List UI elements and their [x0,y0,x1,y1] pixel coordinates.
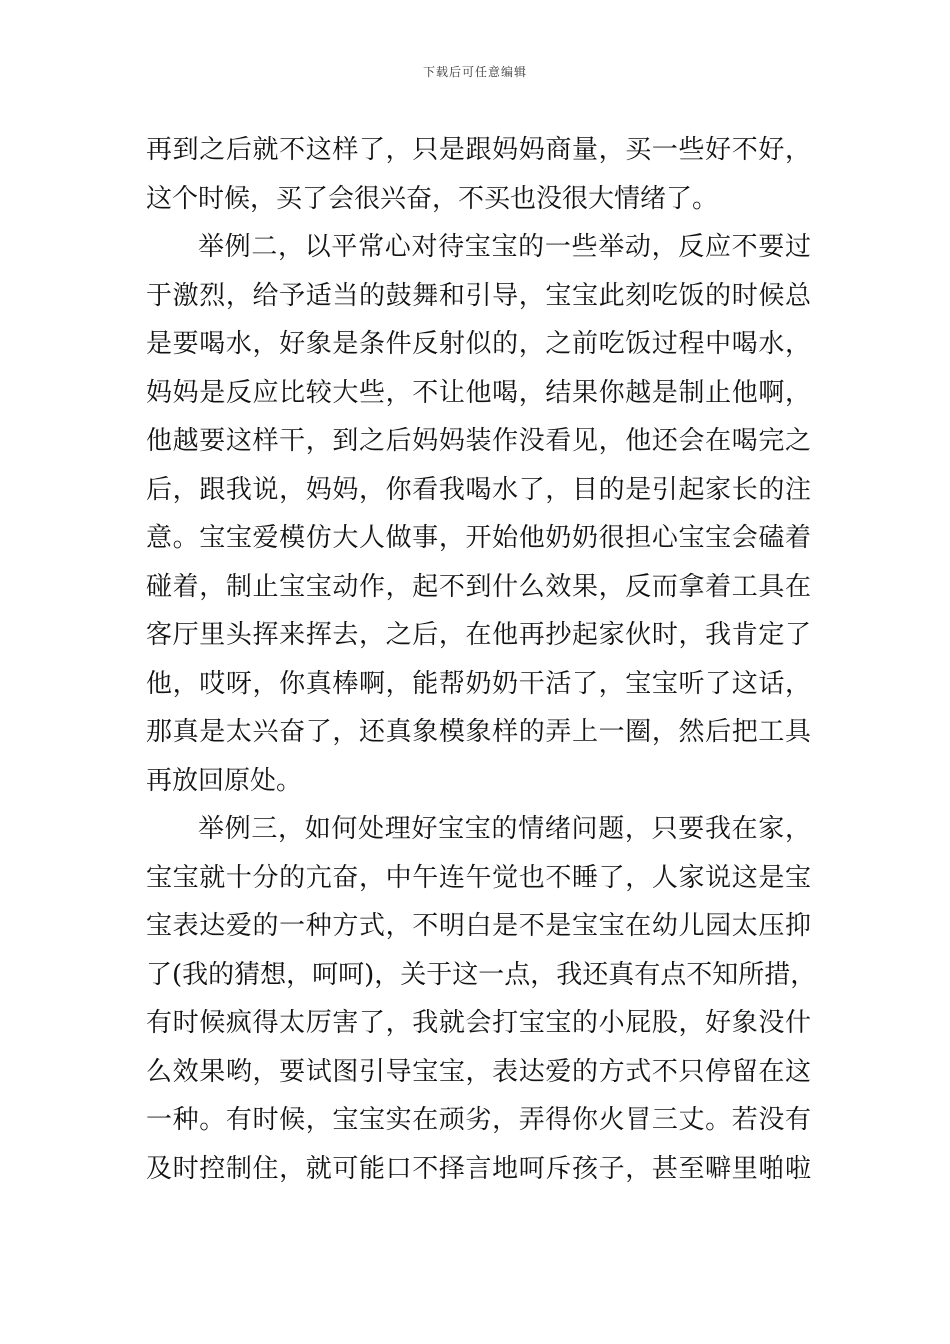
paragraph-start-line: 举例二，以平常心对待宝宝的一些举动，反应不要过 [198,232,811,262]
text-line: 宝宝就十分的亢奋，中午连午觉也不睡了，人家说这是宝 [146,862,811,893]
text-line: 再到之后就不这样了，只是跟妈妈商量，买一些好不好， [146,135,811,165]
text-line: 那真是太兴奋了，还真象模象样的弄上一圈，然后把工具 [146,717,811,747]
text-line: 有时候疯得太厉害了，我就会打宝宝的小屁股，好象没什 [146,1008,811,1038]
text-line: 宝表达爱的一种方式，不明白是不是宝宝在幼儿园太压抑 [146,911,811,941]
text-line: 这个时候，买了会很兴奋，不买也没很大情绪了。 [146,183,719,214]
text-line: 他越要这样干，到之后妈妈装作没看见，他还会在喝完之 [146,426,811,456]
text-line: 客厅里头挥来挥去，之后，在他再抄起家伙时，我肯定了 [146,620,811,650]
text-line: 了(我的猜想，呵呵)，关于这一点，我还真有点不知所措， [146,959,817,990]
document-body [146,126,817,1193]
text-line: 意。宝宝爱模仿大人做事，开始他奶奶很担心宝宝会磕着 [146,523,811,553]
text-line: 及时控制住，就可能口不择言地呵斥孩子，甚至噼里啪啦 [146,1153,811,1184]
text-line: 于激烈，给予适当的鼓舞和引导，宝宝此刻吃饭的时候总 [146,280,811,311]
text-line: 后，跟我说，妈妈，你看我喝水了，目的是引起家长的注 [146,474,811,505]
text-line: 碰着，制止宝宝动作，起不到什么效果，反而拿着工具在 [146,571,811,602]
text-line: 再放回原处。 [146,765,303,796]
text-line: 妈妈是反应比较大些，不让他喝，结果你越是制止他啊， [146,377,811,408]
text-line: 他，哎呀，你真棒啊，能帮奶奶干活了，宝宝听了这话， [146,668,811,699]
paragraph-start-line: 举例三，如何处理好宝宝的情绪问题，只要我在家， [198,814,811,844]
page-header: 下载后可任意编辑 [422,65,527,79]
text-line: 么效果哟，要试图引导宝宝，表达爱的方式不只停留在这 [146,1056,811,1087]
text-line: 是要喝水，好象是条件反射似的，之前吃饭过程中喝水， [146,329,811,359]
text-line: 一种。有时候，宝宝实在顽劣，弄得你火冒三丈。若没有 [146,1105,811,1135]
